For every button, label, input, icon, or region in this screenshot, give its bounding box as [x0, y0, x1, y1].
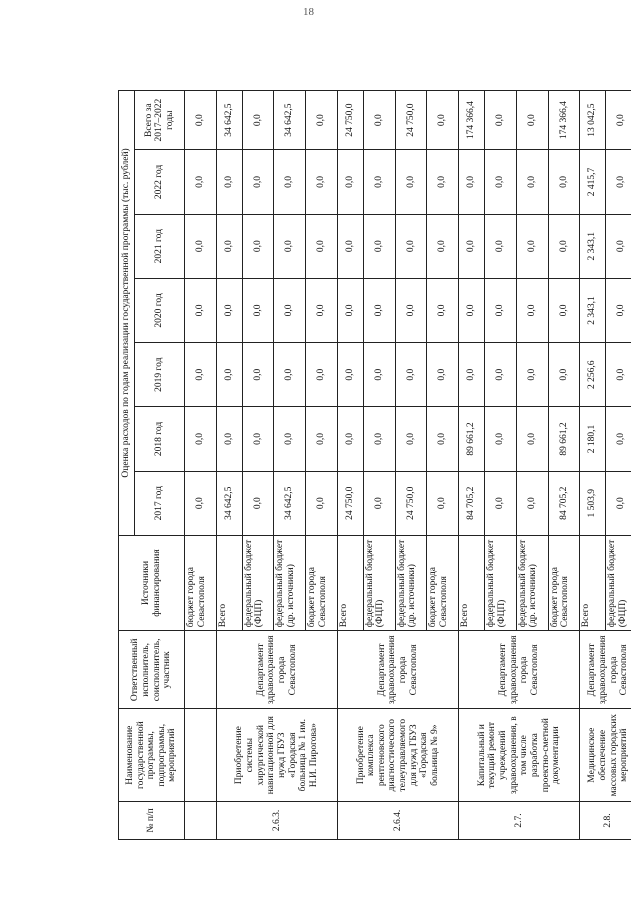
row-number: 2.8.: [580, 801, 631, 839]
value-cell: 0,0: [185, 407, 217, 471]
value-cell: 0,0: [459, 278, 485, 342]
value-cell: 0,0: [548, 150, 580, 214]
value-cell: 0,0: [185, 150, 217, 214]
source-cell: бюджет города Севастополя: [548, 535, 580, 630]
header-year-total: Всего за 2017–2022 годы: [135, 91, 185, 150]
page-number: 18: [303, 6, 314, 18]
value-cell: 0,0: [242, 278, 274, 342]
table-row: [185, 91, 217, 840]
value-cell: 0,0: [306, 278, 338, 342]
table-row: [338, 91, 364, 840]
value-cell: 0,0: [395, 343, 427, 407]
value-cell: 0,0: [216, 407, 242, 471]
executor: Департамент здравоохранения города Севастополя: [338, 631, 459, 709]
value-cell: 0,0: [484, 150, 516, 214]
table-body: [185, 91, 631, 840]
value-cell: 0,0: [274, 343, 306, 407]
value-cell: 2 256,6: [580, 343, 606, 407]
value-cell: 0,0: [606, 407, 631, 471]
value-cell: 2 343,1: [580, 278, 606, 342]
source-cell: федеральный бюджет (др. источники): [395, 535, 427, 630]
executor: Департамент здравоохранения города Севастополя: [216, 631, 337, 709]
row-number: 2.6.4.: [338, 801, 459, 839]
measure-name: Приобретение комплекса рентгеновского диагностического телеуправляемого для нужд ГБУЗ «Городская больница № 9»: [338, 709, 459, 801]
value-cell: 2 180,1: [580, 407, 606, 471]
value-cell: 0,0: [216, 278, 242, 342]
empty-cell: [185, 709, 217, 801]
header-year: 2022 год: [135, 150, 185, 214]
value-cell: 0,0: [242, 150, 274, 214]
header-year: 2017 год: [135, 471, 185, 535]
empty-cell: [185, 801, 217, 839]
value-cell: 0,0: [185, 343, 217, 407]
value-cell: 0,0: [459, 214, 485, 278]
value-cell: 0,0: [306, 407, 338, 471]
value-cell: 174 366,4: [548, 91, 580, 150]
value-cell: 34 642,5: [274, 91, 306, 150]
executor: Департамент здравоохранения города Севастополя: [459, 631, 580, 709]
value-cell: 0,0: [484, 407, 516, 471]
value-cell: 0,0: [516, 278, 548, 342]
value-cell: 0,0: [338, 214, 364, 278]
value-cell: 0,0: [606, 471, 631, 535]
value-cell: 24 750,0: [395, 471, 427, 535]
measure-name: Капитальный и текущий ремонт учреждений здравоохранения, в том числе разработка проектно-сметной документации: [459, 709, 580, 801]
value-cell: 0,0: [274, 407, 306, 471]
source-cell: бюджет города Севастополя: [427, 535, 459, 630]
value-cell: 0,0: [427, 407, 459, 471]
value-cell: 0,0: [363, 343, 395, 407]
value-cell: 0,0: [306, 343, 338, 407]
header-sources: Источники финансирования: [119, 535, 185, 630]
value-cell: 0,0: [242, 91, 274, 150]
value-cell: 89 661,2: [548, 407, 580, 471]
header-name: Наименование государственной программы, подпрограммы, мероприятий: [119, 709, 185, 801]
value-cell: 0,0: [484, 214, 516, 278]
empty-cell: [185, 631, 217, 709]
value-cell: 0,0: [185, 278, 217, 342]
value-cell: 0,0: [606, 150, 631, 214]
value-cell: 84 705,2: [548, 471, 580, 535]
value-cell: 34 642,5: [216, 91, 242, 150]
value-cell: 0,0: [185, 471, 217, 535]
header-num: № п/п: [119, 801, 185, 839]
value-cell: 0,0: [274, 150, 306, 214]
value-cell: 0,0: [338, 150, 364, 214]
source-cell: бюджет города Севастополя: [185, 535, 217, 630]
value-cell: 0,0: [516, 471, 548, 535]
value-cell: 0,0: [242, 471, 274, 535]
value-cell: 0,0: [606, 278, 631, 342]
table-row: [216, 91, 242, 840]
source-cell: Всего: [216, 535, 242, 630]
budget-table: [118, 90, 631, 840]
value-cell: 0,0: [427, 343, 459, 407]
source-cell: Всего: [338, 535, 364, 630]
value-cell: 0,0: [484, 471, 516, 535]
value-cell: 0,0: [363, 278, 395, 342]
value-cell: 0,0: [516, 91, 548, 150]
table-row: [459, 91, 485, 840]
value-cell: 24 750,0: [395, 91, 427, 150]
value-cell: 13 042,5: [580, 91, 606, 150]
value-cell: 0,0: [363, 150, 395, 214]
value-cell: 0,0: [606, 91, 631, 150]
value-cell: 0,0: [274, 278, 306, 342]
value-cell: 0,0: [363, 214, 395, 278]
row-number: 2.6.3.: [216, 801, 337, 839]
value-cell: 0,0: [459, 343, 485, 407]
value-cell: 2 343,1: [580, 214, 606, 278]
value-cell: 34 642,5: [216, 471, 242, 535]
value-cell: 24 750,0: [338, 91, 364, 150]
value-cell: 0,0: [516, 150, 548, 214]
measure-name: Медицинское обеспечение массовых городских мероприятий: [580, 709, 631, 801]
value-cell: 0,0: [606, 214, 631, 278]
value-cell: 0,0: [516, 343, 548, 407]
value-cell: 0,0: [216, 150, 242, 214]
value-cell: 174 366,4: [459, 91, 485, 150]
value-cell: 0,0: [338, 278, 364, 342]
value-cell: 0,0: [484, 91, 516, 150]
value-cell: 0,0: [516, 407, 548, 471]
value-cell: 0,0: [216, 343, 242, 407]
value-cell: 0,0: [306, 214, 338, 278]
header-year: 2019 год: [135, 343, 185, 407]
value-cell: 0,0: [242, 407, 274, 471]
rotated-table-wrapper: [118, 90, 631, 840]
header-executor: Ответственный исполнитель, соисполнитель, участник: [119, 631, 185, 709]
row-number: 2.7.: [459, 801, 580, 839]
value-cell: 0,0: [306, 91, 338, 150]
source-cell: федеральный бюджет (др. источники): [274, 535, 306, 630]
source-cell: бюджет города Севастополя: [306, 535, 338, 630]
source-cell: федеральный бюджет (ФЦП): [242, 535, 274, 630]
value-cell: 0,0: [185, 91, 217, 150]
value-cell: 0,0: [185, 214, 217, 278]
value-cell: 89 661,2: [459, 407, 485, 471]
value-cell: 0,0: [606, 343, 631, 407]
value-cell: 0,0: [363, 471, 395, 535]
value-cell: 0,0: [363, 407, 395, 471]
header-estimate: Оценка расходов по годам реализации государственной программы (тыс. рублей): [119, 91, 135, 536]
source-cell: федеральный бюджет (ФЦП): [484, 535, 516, 630]
source-cell: федеральный бюджет (др. источники): [516, 535, 548, 630]
value-cell: 0,0: [427, 471, 459, 535]
value-cell: 24 750,0: [338, 471, 364, 535]
value-cell: 0,0: [216, 214, 242, 278]
value-cell: 0,0: [516, 214, 548, 278]
value-cell: 0,0: [427, 214, 459, 278]
value-cell: 0,0: [548, 214, 580, 278]
header-year: 2018 год: [135, 407, 185, 471]
value-cell: 0,0: [395, 150, 427, 214]
source-cell: федеральный бюджет (ФЦП): [363, 535, 395, 630]
value-cell: 84 705,2: [459, 471, 485, 535]
executor: Департамент здравоохранения города Севастополя: [580, 631, 631, 709]
measure-name: Приобретение системы хирургической навигационной для нужд ГБУЗ «Городская больница № 1 им. Н.И. Пирогова»: [216, 709, 337, 801]
header-year: 2021 год: [135, 214, 185, 278]
value-cell: 0,0: [306, 471, 338, 535]
value-cell: 0,0: [306, 150, 338, 214]
value-cell: 0,0: [459, 150, 485, 214]
value-cell: 0,0: [484, 343, 516, 407]
value-cell: 0,0: [548, 343, 580, 407]
value-cell: 1 503,9: [580, 471, 606, 535]
value-cell: 2 415,7: [580, 150, 606, 214]
value-cell: 0,0: [395, 278, 427, 342]
value-cell: 34 642,5: [274, 471, 306, 535]
value-cell: 0,0: [427, 278, 459, 342]
source-cell: Всего: [459, 535, 485, 630]
source-cell: Всего: [580, 535, 606, 630]
header-year: 2020 год: [135, 278, 185, 342]
value-cell: 0,0: [395, 407, 427, 471]
value-cell: 0,0: [427, 91, 459, 150]
value-cell: 0,0: [338, 343, 364, 407]
source-cell: федеральный бюджет (ФЦП): [606, 535, 631, 630]
value-cell: 0,0: [395, 214, 427, 278]
value-cell: 0,0: [548, 278, 580, 342]
value-cell: 0,0: [242, 343, 274, 407]
value-cell: 0,0: [274, 214, 306, 278]
value-cell: 0,0: [363, 91, 395, 150]
value-cell: 0,0: [242, 214, 274, 278]
table-row: [580, 91, 606, 840]
value-cell: 0,0: [484, 278, 516, 342]
value-cell: 0,0: [338, 407, 364, 471]
value-cell: 0,0: [427, 150, 459, 214]
